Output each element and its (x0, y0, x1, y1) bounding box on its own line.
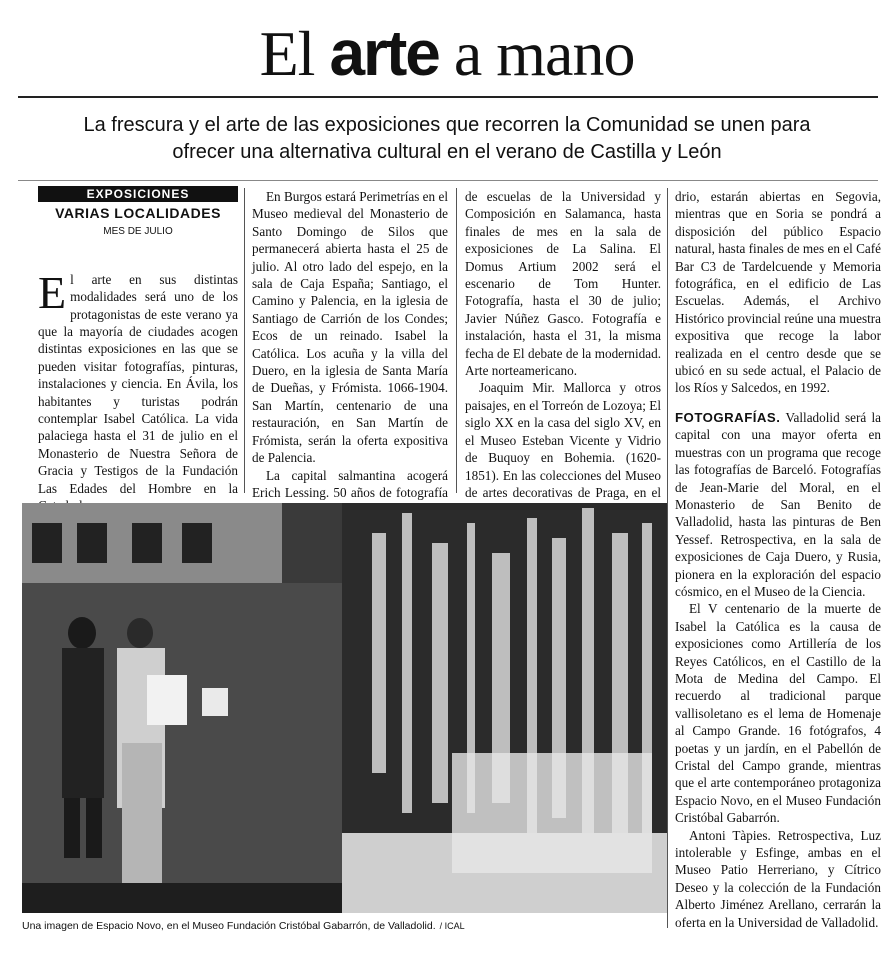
dropcap: E (38, 266, 67, 318)
exhibition-photo (22, 503, 667, 913)
col2-paragraph-1: En Burgos estará Perimetrías en el Museo medieval del Monasterio de Santo Domingo de Silos que permanecerá abierta hasta el 25 de julio. Al otro lado del espejo, en la sala de Caja España; Santiago, el Camino y Palencia, en la iglesia de Santiago de Carrión de los Condes; Ecos de un reinado. Isabel la Católica. Los acuña y la villa del Duero, en la iglesia de Santa María de Dueñas, y Frómista. 1066-1904. San Martín, centenario de una restauración, en San Martín de Frómista, serán la oferta expositiva de Palencia. (252, 189, 448, 466)
col4-paragraph-3: El V centenario de la muerte de Isabel la Católica es la causa de exposiciones como Artillería de los Reyes Católicos, en el Castillo de la Mota de Medina del Campo. El recuerdo al tradicional parque vallisoletano es el lema de Homenaje al Campo Grande. 16 fotógrafos, 4 poetas y un jardín, en el Pabellón de Cristal del Campo grande, mientras que el arte contemporáneo protagoniza Espacio Novo, en el Museo Fundación Cristóbal Gabarrón. (675, 601, 881, 826)
col4-paragraph-4: Antoni Tàpies. Retrospectiva, Luz intolerable y Esfinge, ambas en el Museo Patio Herreriano, y Cítrico Deseo y la colección de la Fundación Alberto Jiménez Arellano, cerrarán la oferta en la Universidad de Valladolid. (675, 827, 881, 930)
col3-paragraph-2: Joaquim Mir. Mallorca y otros paisajes, en el Torreón de Lozoya; El siglo XX en la casa del siglo XV, en el Museo Esteban Vicente y Vidrio de Buquoy en Bohemia. (1620-1851). En las colecciones del Museo de artes decorativas de Praga, en el (465, 380, 661, 500)
col3-paragraph-1: de escuelas de la Universidad y Composición en Salamanca, hasta finales de mes en la sala de exposiciones de La Salina. El Domus Artium 2002 será el escenario de Tom Hunter. Fotografía, hasta el 30 de julio; Javier Núñez Gasco. Fotografía e instalación, hasta el 31, la misma fecha de El debate de la modernidad. Arte norteamericano. (465, 189, 661, 379)
headline-bold: arte (329, 17, 439, 89)
column-4 (675, 188, 881, 931)
col1-paragraph (38, 266, 238, 515)
headline-part-1: El (259, 18, 330, 89)
section-location: VARIAS LOCALIDADES (55, 205, 221, 221)
headline-part-2: a mano (438, 18, 635, 89)
col1-text: l arte en sus distintas modalidades será uno de los protagonistas de este verano ya que la mayoría de ciudades acogen distintas exposiciones en las que se pueden visitar fotografías, pinturas, instalaciones y ciencia. En Ávila, los habitantes y turistas podrán contemplar Isabel Católica. La vida palaciega hasta el 31 de julio en el Monasterio de Nuestra Señora de Gracia y Testigos de la Fundación Las Edades del Hombre en la (38, 271, 238, 496)
col4-paragraph-1: drio, estarán abiertas en Segovia, mientras que en Soria se pondrá a disposición del público Espacio natural, hasta finales de mes en el Café Bar C3 de Tardelcuende y Memoria fotográfica, en el edificio de Las Escuelas. Además, el Archivo Histórico provincial reúne una muestra expositiva que recoge la labor realizada en el centro desde que se ubicó en su sede actual, el Palacio de los Ríos y Salcedos, en 1992. (675, 189, 881, 396)
subhead-rule (18, 180, 878, 181)
headline (0, 18, 894, 89)
col4-paragraph-2-text: Valladolid será la capital con una mayor oferta en muestras con un programa que recoge las fotografías de Barceló. Fotografías de Jean-Marie del Moral, en el Monasterio de San Benito de Valladolid, hasta las pinturas de Ben Yessef. Retrospectiva, en la sala de exposiciones de Caja Duero, y Rusia, pionera en la exploración del espacio cósmico, en el Museo de la Ciencia. (675, 409, 881, 599)
subhead: La frescura y el arte de las exposiciones que recorren la Comunidad se unen para ofrecer una alternativa cultural en el verano de Castilla y León (83, 114, 811, 163)
column-divider (667, 188, 668, 928)
col4-paragraph-2 (675, 409, 881, 600)
photo-illustration (22, 503, 667, 913)
headline-rule (18, 96, 878, 98)
section-label: EXPOSICIONES (38, 186, 238, 202)
column-2 (252, 188, 448, 519)
column-3 (465, 188, 661, 519)
photo-caption (22, 919, 667, 933)
column-divider (244, 188, 245, 493)
column-1 (38, 186, 238, 515)
column-divider (456, 188, 457, 493)
fotografias-kicker: FOTOGRAFÍAS. (675, 409, 781, 425)
col2-paragraph-2: La capital salmantina acogerá Erich Lessing. 50 años de fotografía (252, 467, 448, 500)
photo-credit: / ICAL (439, 921, 465, 931)
section-date: MES DE JULIO (103, 226, 173, 238)
caption-text: Una imagen de Espacio Novo, en el Museo Fundación Cristóbal Gabarrón, de Valladolid. (22, 920, 436, 932)
